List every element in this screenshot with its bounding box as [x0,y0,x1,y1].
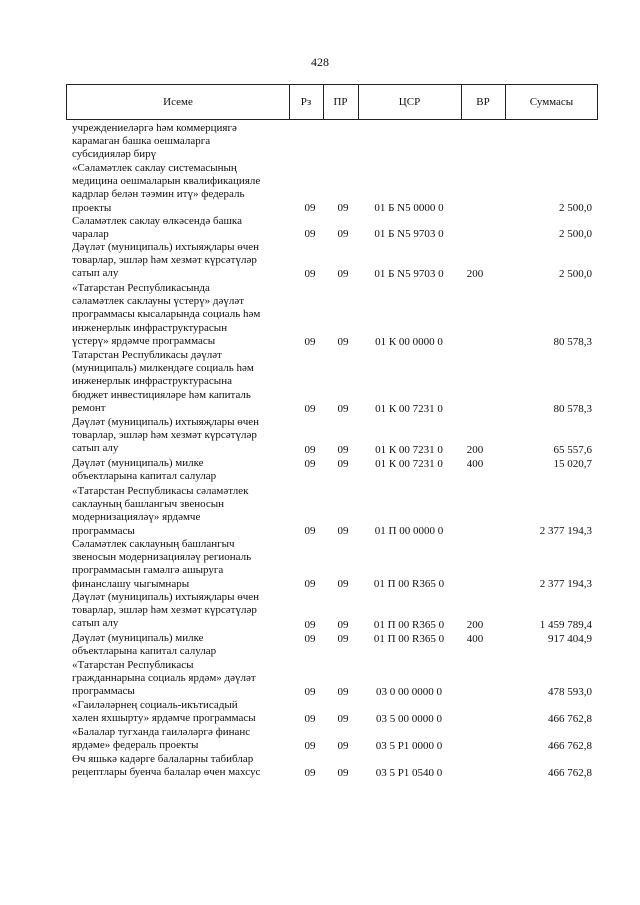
row-rz: 09 [304,525,316,537]
row-pr: 09 [337,619,349,631]
header-sum: Суммасы [529,96,574,108]
row-csr: 01 К 00 7231 0 [375,458,443,470]
row-vr [460,335,490,349]
row-name: Сәламәтлек саклауның башлангыч звеносын модернизацияләү региональ программасын гамәлгә ашыруга финанслашу чыгымнары [72,538,252,590]
row-sum: 15 020,7 [553,458,592,470]
row-pr: 09 [337,268,349,280]
table-row [0,416,640,457]
row-csr: 01 Б N5 0000 0 [374,202,444,214]
table-row [0,659,640,699]
row-vr: 200 [466,268,484,280]
row-rz: 09 [304,633,316,645]
row-csr: 01 П 00 R365 0 [373,633,445,645]
row-name: Татарстан Республикасы дәүләт (муниципаль) милкендәге социаль һәм инженерлык инфраструктурасына бюджет инвестицияләре һәм капиталь ремонт [72,349,254,414]
row-vr: 400 [466,458,484,470]
row-rz: 09 [304,202,316,214]
row-csr: 01 П 00 R365 0 [373,619,445,631]
row-name: «Татарстан Республикасы гражданнарына социаль ярдәм» дәүләт программасы [72,659,256,698]
table-header [66,84,598,120]
table-row [0,753,640,780]
table-row [0,632,640,659]
row-sum: 65 557,6 [553,444,592,456]
row-rz: 09 [304,403,316,415]
header-name: Исеме [163,96,193,108]
table-row [0,699,640,726]
row-pr: 09 [337,336,349,348]
row-sum: 2 500,0 [559,268,592,280]
row-csr: 03 0 00 0000 0 [376,686,442,698]
row-pr: 09 [337,202,349,214]
row-name: Дәүләт (муниципаль) ихтыяҗлары өчен товарлар, эшләр һәм хезмәт күрсәтүләр сатып алу [72,416,260,455]
row-rz: 09 [304,458,316,470]
row-csr: 01 Б N5 9703 0 [374,268,444,280]
row-rz: 09 [304,740,316,752]
row-vr: 400 [466,633,484,645]
row-rz: 09 [304,686,316,698]
row-csr: 01 К 00 0000 0 [375,336,443,348]
row-pr: 09 [337,633,349,645]
row-vr [460,227,490,241]
row-vr [460,201,490,215]
row-name: Өч яшькә кадәрге балаларны табиблар рецептлары буенча балалар өчен махсус [72,753,261,779]
row-name: Дәүләт (муниципаль) милке объектларына капитал салулар [72,457,217,483]
row-pr: 09 [337,578,349,590]
row-csr: 03 5 P1 0540 0 [375,767,443,779]
row-sum: 466 762,8 [548,713,592,725]
table-row [0,349,640,416]
row-csr: 01 П 00 R365 0 [373,578,445,590]
row-vr: 200 [466,444,484,456]
row-rz: 09 [304,444,316,456]
row-pr: 09 [337,444,349,456]
row-pr: 09 [337,686,349,698]
row-csr: 01 П 00 0000 0 [374,525,444,537]
row-rz: 09 [304,713,316,725]
row-csr: 01 К 00 7231 0 [375,444,443,456]
row-sum: 478 593,0 [548,686,592,698]
row-vr [460,739,490,753]
row-name: Сәламәтлек саклау өлкәсендә башка чаралар [72,215,242,241]
row-rz: 09 [304,767,316,779]
table-row [0,591,640,632]
table-row [0,122,640,162]
row-vr: 200 [466,619,484,631]
header-rz: Рз [300,96,312,108]
row-name: «Балалар тугханда гаиләләргә финанс ярдәме» федераль проекты [72,726,251,752]
header-csr: ЦСР [398,96,421,108]
row-sum: 2 500,0 [559,202,592,214]
row-name: «Татарстан Республикасында сәламәтлек саклауны үстерү» дәүләт программасы кысаларында социаль һәм инженерлык инфраструктурасын үстерү» ярдәмче программасы [72,282,261,347]
row-vr [460,577,490,591]
table-row [0,538,640,591]
row-sum: 466 762,8 [548,740,592,752]
row-pr: 09 [337,525,349,537]
page-number: 428 [311,55,329,69]
row-sum: 917 404,9 [548,633,592,645]
row-csr: 03 5 P1 0000 0 [375,740,443,752]
row-pr: 09 [337,767,349,779]
row-name: Дәүләт (муниципаль) ихтыяҗлары өчен товарлар, эшләр һәм хезмәт күрсәтүләр сатып алу [72,591,260,630]
table-row [0,485,640,538]
row-csr: 01 Б N5 9703 0 [374,228,444,240]
row-vr [460,712,490,726]
row-sum: 1 459 789,4 [539,619,592,631]
table-row [0,726,640,753]
row-pr: 09 [337,740,349,752]
row-rz: 09 [304,578,316,590]
row-name: «Гаиләләрнең социаль-икътисадый хәлен яхшырту» ярдәмче программасы [72,699,256,725]
row-sum: 80 578,3 [553,336,592,348]
row-name: Дәүләт (муниципаль) ихтыяҗлары өчен товарлар, эшләр һәм хезмәт күрсәтүләр сатып алу [72,241,260,280]
row-pr: 09 [337,403,349,415]
table-row [0,457,640,484]
row-vr [460,402,490,416]
row-rz: 09 [304,228,316,240]
row-vr [460,524,490,538]
row-name: «Татарстан Республикасы сәламәтлек саклауның башлангыч звеносын модернизацияләү» ярдәмче программасы [72,485,249,537]
row-pr: 09 [337,458,349,470]
row-rz: 09 [304,336,316,348]
row-sum: 2 377 194,3 [539,578,592,590]
row-rz: 09 [304,268,316,280]
header-vr: ВР [476,96,490,108]
table-row [0,162,640,215]
header-pr: ПР [333,96,348,108]
row-vr [460,766,490,780]
table-row [0,241,640,281]
table-row [0,215,640,241]
table-row [0,282,640,349]
row-name: «Сәламәтлек саклау системасының медицина оешмаларын квалификацияле кадрлар белән тәэмин итү» федераль проекты [72,162,261,214]
row-rz: 09 [304,619,316,631]
row-sum: 80 578,3 [553,403,592,415]
row-name: учреждениеләргә һәм коммерциягә карамаган башка оешмаларга субсидияләр бирү [72,122,237,161]
row-pr: 09 [337,713,349,725]
row-vr [460,685,490,699]
row-csr: 01 К 00 7231 0 [375,403,443,415]
row-sum: 2 500,0 [559,228,592,240]
row-sum: 2 377 194,3 [539,525,592,537]
row-name: Дәүләт (муниципаль) милке объектларына капитал салулар [72,632,217,658]
row-sum: 466 762,8 [548,767,592,779]
row-pr: 09 [337,228,349,240]
row-csr: 03 5 00 0000 0 [376,713,442,725]
